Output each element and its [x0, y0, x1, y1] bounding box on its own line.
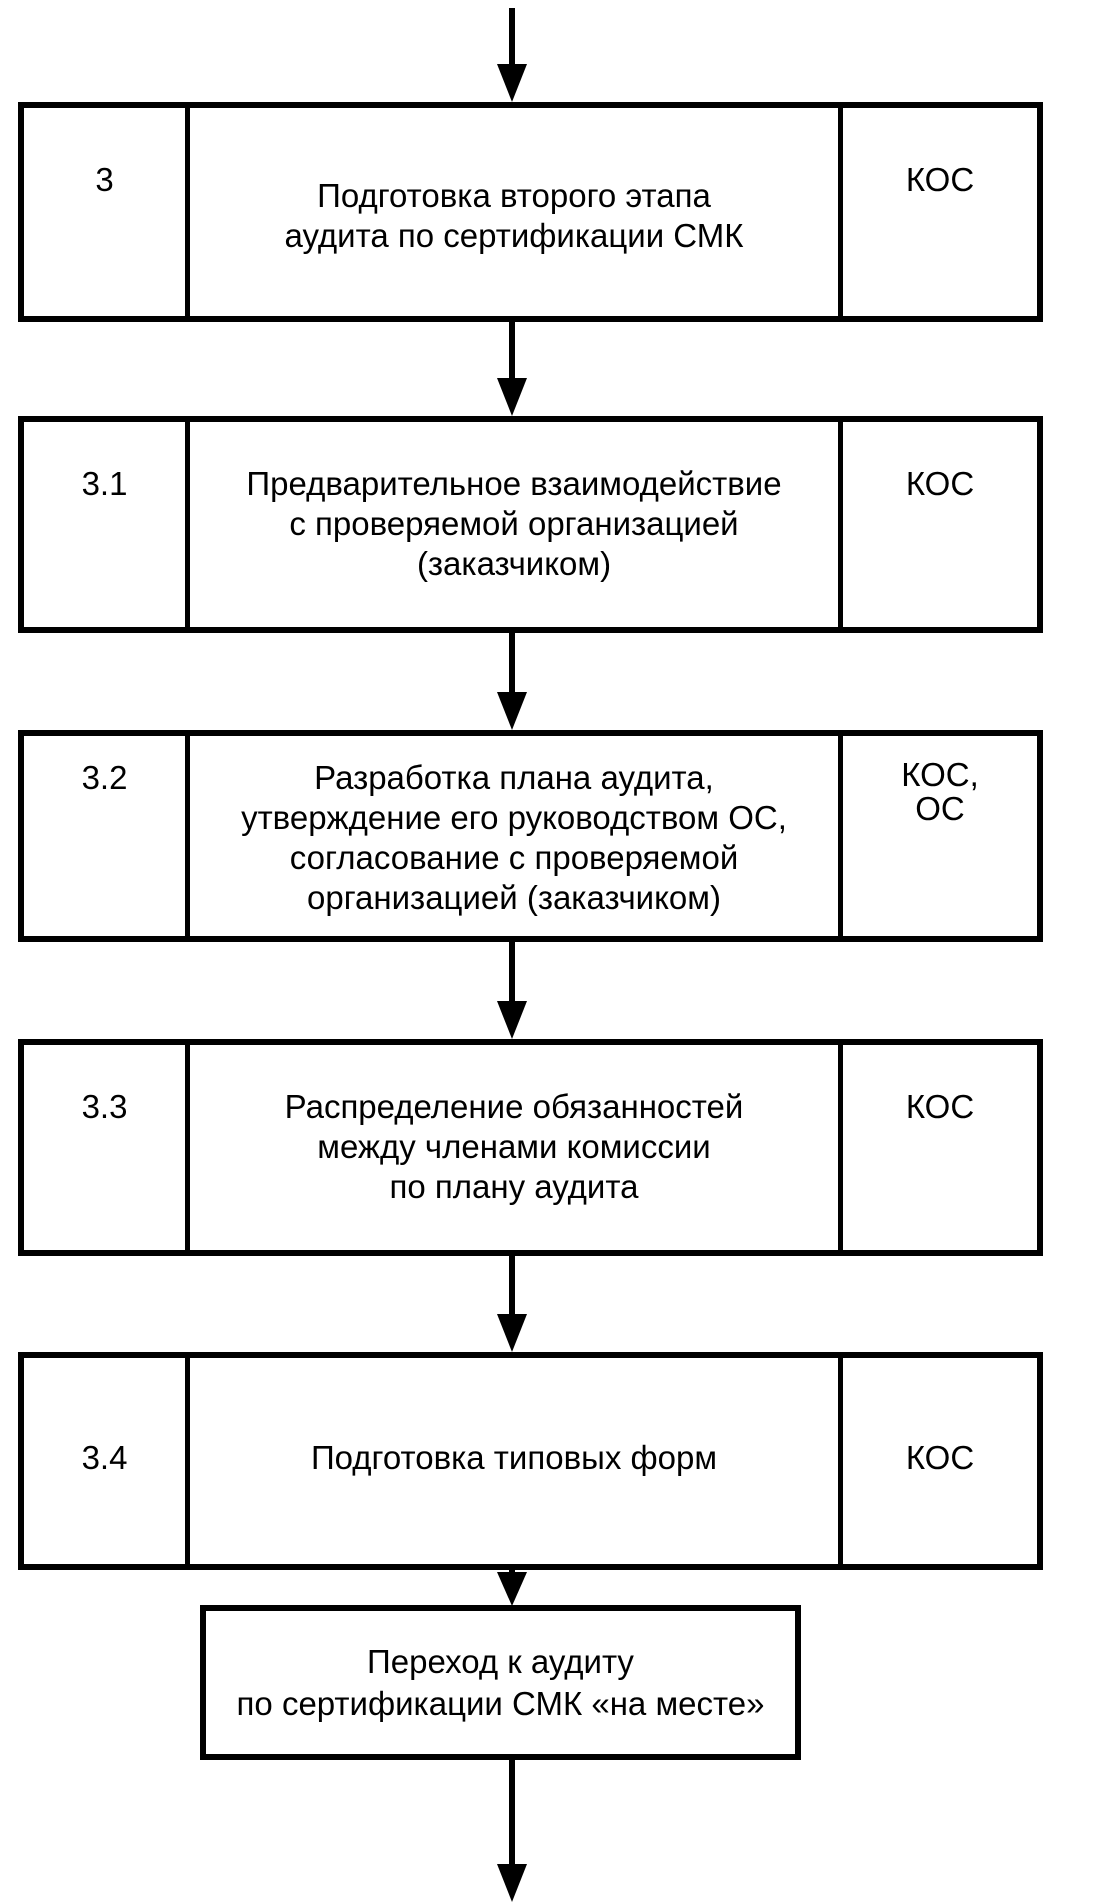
- step-number-text: 3.4: [81, 1439, 128, 1476]
- step-3-4-box: [18, 1352, 1043, 1570]
- step-description-line: Предварительное взаимодействие: [246, 465, 782, 502]
- step-description: [190, 422, 843, 627]
- step-description-line: согласование с проверяемой: [289, 839, 739, 876]
- step-number-text: 3: [95, 161, 114, 198]
- step-description-line: Разработка плана аудита,: [314, 759, 714, 796]
- step-responsible-text: КОС: [905, 1088, 975, 1125]
- step-responsible: [843, 1358, 1037, 1564]
- step-responsible-text: ОС: [915, 790, 965, 827]
- step-responsible-text: КОС: [905, 1439, 975, 1476]
- step-description-line: с проверяемой организацией: [289, 505, 739, 542]
- step-number-text: 3.1: [81, 465, 128, 502]
- step-description-line: Подготовка второго этапа: [317, 177, 711, 214]
- step-number-text: 3.3: [81, 1088, 128, 1125]
- step-responsible: [843, 422, 1037, 627]
- step-description-line: Подготовка типовых форм: [310, 1439, 718, 1476]
- step-3-1-box: [18, 416, 1043, 633]
- step-description-line: Распределение обязанностей: [284, 1088, 744, 1125]
- step-description: [190, 736, 843, 936]
- step-number: [24, 108, 190, 316]
- final-transition-text: [237, 1641, 765, 1725]
- arrow-into-step-3: [497, 8, 527, 102]
- final-transition-box: [200, 1605, 801, 1760]
- step-responsible: [843, 736, 1037, 936]
- step-description-line: (заказчиком): [416, 545, 612, 582]
- step-description-line: организацией (заказчиком): [307, 879, 721, 916]
- step-responsible-text: КОС: [905, 161, 975, 198]
- step-number-text: 3.2: [81, 759, 128, 796]
- step-responsible: [843, 108, 1037, 316]
- step-description: [190, 1045, 843, 1250]
- arrow-out-of-final: [497, 1760, 527, 1902]
- step-number: [24, 422, 190, 627]
- final-transition-line: по сертификации СМК «на месте»: [236, 1684, 765, 1722]
- step-responsible-text: КОС,: [901, 756, 979, 793]
- step-description-line: между членами комиссии: [317, 1128, 711, 1165]
- step-description: [190, 1358, 843, 1564]
- step-number: [24, 1045, 190, 1250]
- step-description-line: по плану аудита: [389, 1168, 639, 1205]
- arrow-step-3-2-to-3-3: [497, 942, 527, 1039]
- step-description: [190, 108, 843, 316]
- arrow-step-3-3-to-3-4: [497, 1256, 527, 1352]
- step-3-3-box: [18, 1039, 1043, 1256]
- arrow-step-3-4-to-final: [497, 1570, 527, 1606]
- final-transition-line: Переход к аудиту: [367, 1642, 634, 1680]
- step-description-line: аудита по сертификации СМК: [284, 217, 744, 254]
- step-3-2-box: [18, 730, 1043, 942]
- step-3-box: [18, 102, 1043, 322]
- step-number: [24, 736, 190, 936]
- step-responsible: [843, 1045, 1037, 1250]
- step-number: [24, 1358, 190, 1564]
- step-responsible-text: КОС: [905, 465, 975, 502]
- step-description-line: утверждение его руководством ОС,: [241, 799, 787, 836]
- arrow-step-3-1-to-3-2: [497, 633, 527, 730]
- arrow-step-3-to-3-1: [497, 322, 527, 416]
